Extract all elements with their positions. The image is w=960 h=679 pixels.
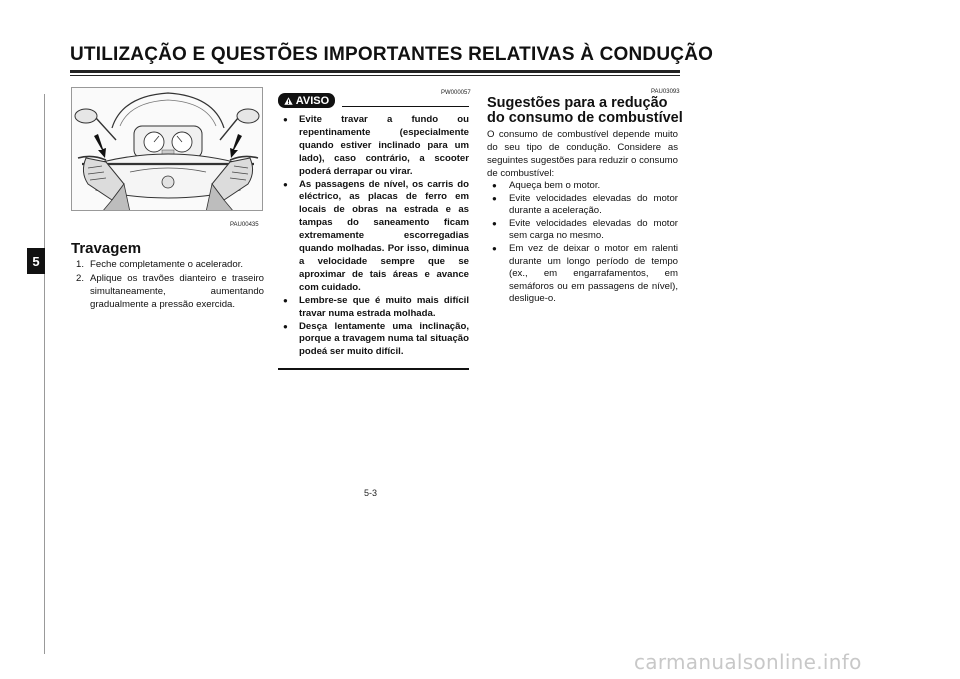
fuel-code: PAU03093 — [651, 89, 680, 95]
bullet-icon: ● — [492, 193, 497, 203]
list-item — [76, 272, 264, 311]
warning-badge-label: AVISO — [295, 94, 330, 107]
bullet-icon: ● — [492, 218, 497, 228]
bullet-icon: ● — [283, 321, 288, 331]
list-item — [492, 218, 678, 243]
warning-text: Lembre-se que é muito mais difícil travar numa estrada molhada. — [299, 294, 469, 319]
warning-text: As passagens de nível, os carris do eléctrico, as placas de ferro em locais de obras na estrada e as tampas do saneamento ficam extremamente escorregadias quando molhadas. Por isso, diminua a velocidade sempre que se aproximar de tais áreas e avance com cuidado. — [299, 178, 469, 293]
page-title: UTILIZAÇÃO E QUESTÕES IMPORTANTES RELATIVAS À CONDUÇÃO — [70, 44, 714, 65]
warning-rule — [342, 106, 469, 107]
warning-bottom-rule — [278, 368, 469, 370]
list-item — [492, 193, 678, 218]
step-number: 1. — [76, 259, 85, 270]
warning-badge — [278, 93, 335, 108]
bullet-icon: ● — [283, 115, 288, 124]
braking-steps — [76, 258, 264, 312]
warning-text: Desça lentamente uma inclinação, porque a travagem numa tal situação podeá ser muito difícil. — [299, 320, 469, 358]
step-text: Feche completamente o acelerador. — [90, 259, 244, 270]
handlebar-brake-illustration — [71, 87, 263, 211]
warning-code: PW000057 — [441, 90, 471, 96]
braking-title: Travagem — [71, 240, 142, 257]
list-item — [76, 258, 264, 271]
list-item — [492, 180, 678, 193]
list-item — [283, 179, 469, 295]
fuel-tip-text: Evite velocidades elevadas do motor sem carga no mesmo. — [509, 217, 678, 242]
bullet-icon: ● — [492, 243, 497, 253]
fuel-tip-text: Evite velocidades elevadas do motor durante a aceleração. — [509, 192, 678, 217]
fuel-intro: O consumo de combustível depende muito do seu tipo de condução. Considere as seguintes sugestões para reduzir o consumo de combustível: — [487, 129, 678, 179]
page-number: 5-3 — [364, 488, 378, 498]
fuel-tip-text: Em vez de deixar o motor em ralenti durante um longo período de tempo (ex., em engarrafamentos, em semáforos ou em passagens de nível), desligue-o. — [509, 242, 678, 305]
section-code: PAU00435 — [230, 222, 259, 228]
bullet-icon: ● — [283, 179, 288, 189]
warning-list — [283, 114, 469, 359]
fuel-tip-text: Aqueça bem o motor. — [509, 180, 601, 191]
handlebar-illustration-svg — [72, 88, 263, 211]
step-number: 2. — [76, 273, 85, 284]
bullet-icon: ● — [492, 181, 497, 190]
list-item — [283, 114, 469, 179]
fuel-tips — [492, 180, 678, 306]
header-rule-thin — [70, 75, 680, 76]
list-item — [283, 295, 469, 321]
header-rule — [70, 70, 680, 73]
chapter-margin — [27, 94, 45, 654]
warning-triangle-icon — [284, 97, 293, 105]
watermark: carmanualsonline.info — [634, 650, 862, 674]
fuel-title: Sugestões para a redução do consumo de combustível — [487, 95, 683, 126]
list-item — [283, 321, 469, 360]
list-item — [492, 243, 678, 306]
step-text: Aplique os travões dianteiro e traseiro simultaneamente, aumentando gradualmente a pressão exercida. — [90, 273, 264, 310]
chapter-tab: 5 — [27, 248, 45, 274]
bullet-icon: ● — [283, 295, 288, 305]
warning-text: Evite travar a fundo ou repentinamente (especialmente quando estiver inclinado para um lado), caso contrário, a scooter poderá derrapar ou virar. — [299, 114, 469, 177]
